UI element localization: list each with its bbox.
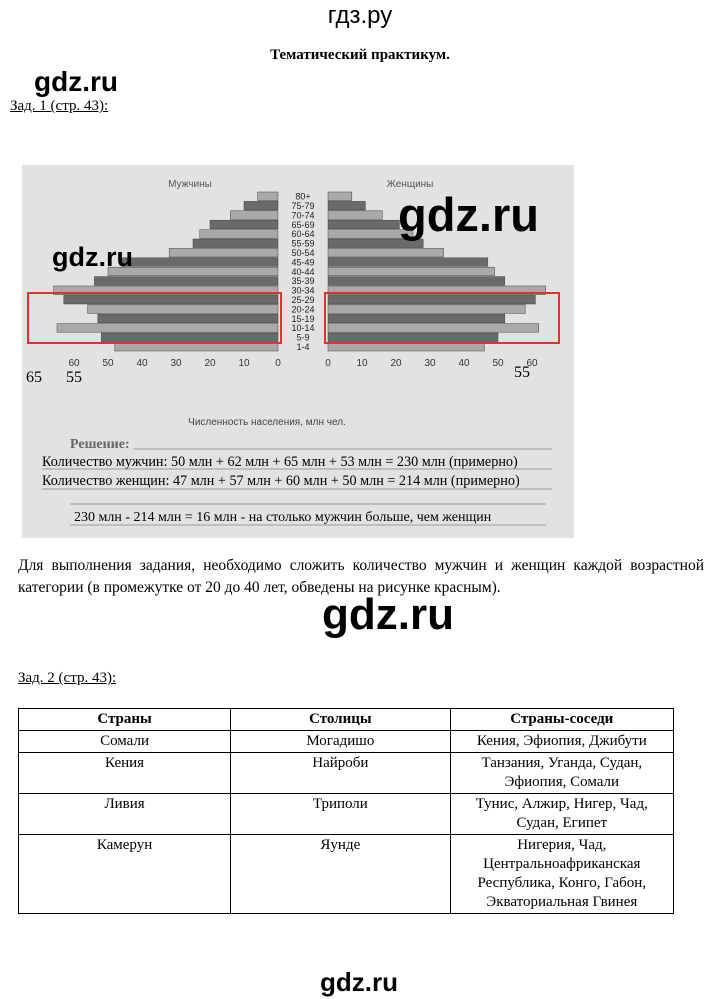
- bar-men-25-29: [64, 295, 278, 304]
- cell-capital: Яунде: [231, 835, 451, 914]
- age-label-50-54: 50-54: [291, 248, 315, 258]
- watermark-top: gdz.ru: [34, 66, 118, 97]
- header-countries: Страны: [19, 709, 231, 731]
- header-capitals: Столицы: [231, 709, 451, 731]
- population-pyramid-figure: [22, 165, 574, 538]
- bar-men-60-64: [200, 230, 278, 239]
- solution-label: Решение:: [70, 437, 130, 452]
- watermark-bottom: gdz.ru: [320, 967, 398, 997]
- page-title: Тематический практикум.: [270, 47, 450, 63]
- solution-women-line: Количество женщин: 47 млн + 57 млн + 60 млн + 50 млн = 214 млн (примерно): [42, 473, 520, 489]
- bar-men-35-39: [94, 277, 278, 286]
- age-label-1-4: 1-4: [296, 342, 310, 352]
- header-neighbors: Страны-соседи: [450, 709, 673, 731]
- cell-country: Ливия: [19, 794, 231, 835]
- bar-men-20-24: [88, 305, 278, 314]
- axis-label: Численность населения, млн чел.: [188, 417, 346, 428]
- tick-right-50: 50: [492, 357, 504, 369]
- tick-right-10: 10: [356, 357, 368, 369]
- women-label: Женщины: [386, 179, 434, 190]
- age-label-5-9: 5-9: [296, 332, 310, 343]
- age-label-60-64: 60-64: [291, 229, 315, 240]
- tick-right-30: 30: [424, 357, 436, 369]
- bar-women-65-69: [328, 220, 399, 229]
- cell-capital: Могадишо: [231, 731, 451, 753]
- cell-neighbors: Тунис, Алжир, Нигер, Чад, Судан, Египет: [450, 794, 673, 835]
- bar-women-10-14: [328, 324, 539, 333]
- age-label-45-49: 45-49: [291, 257, 315, 268]
- tick-left-50: 50: [102, 357, 114, 369]
- tick-left-20: 20: [204, 357, 216, 369]
- tick-left-60: 60: [68, 357, 80, 369]
- bar-women-25-29: [328, 295, 535, 304]
- age-label-15-19: 15-19: [291, 313, 315, 324]
- table-row: [19, 794, 674, 835]
- bar-women-50-54: [328, 248, 444, 257]
- age-label-75-79: 75-79: [291, 201, 315, 211]
- bar-men-65-69: [210, 220, 278, 229]
- cell-country: Камерун: [19, 835, 231, 914]
- age-label-30-34: 30-34: [291, 285, 315, 296]
- bar-men-5-9: [101, 333, 278, 342]
- tick-left-30: 30: [170, 357, 182, 369]
- age-label-20-24: 20-24: [291, 304, 315, 315]
- bar-women-15-19: [328, 314, 505, 323]
- bar-men-70-74: [230, 211, 278, 220]
- bar-men-80+: [258, 192, 278, 201]
- bar-women-40-44: [328, 267, 495, 276]
- bar-women-80+: [328, 192, 352, 201]
- task2-label: Зад. 2 (стр. 43):: [18, 670, 117, 686]
- table-row: [19, 753, 674, 794]
- bar-women-35-39: [328, 277, 505, 286]
- cell-country: Кения: [19, 753, 231, 794]
- watermark-chart-right: gdz.ru: [398, 188, 539, 241]
- age-label-80+: 80+: [295, 191, 311, 202]
- countries-table: [18, 708, 674, 914]
- bar-men-15-19: [98, 314, 278, 323]
- bar-women-45-49: [328, 258, 488, 267]
- age-label-35-39: 35-39: [291, 276, 315, 287]
- bar-women-75-79: [328, 201, 365, 210]
- cell-neighbors: Танзания, Уганда, Судан, Эфиопия, Сомали: [450, 753, 673, 794]
- age-label-10-14: 10-14: [291, 323, 315, 334]
- tick-right-20: 20: [390, 357, 402, 369]
- solution-diff-line: 230 млн - 214 млн = 16 млн - на столько мужчин больше, чем женщин: [74, 510, 492, 525]
- bar-women-70-74: [328, 211, 382, 220]
- task1-label: Зад. 1 (стр. 43):: [10, 98, 109, 114]
- cell-neighbors: Нигерия, Чад, Центральноафриканская Республика, Конго, Габон, Экваториальная Гвинея: [450, 835, 673, 914]
- cell-country: Сомали: [19, 731, 231, 753]
- handwritten-65: 65: [26, 369, 42, 386]
- bar-men-50-54: [169, 248, 278, 257]
- ticks-group: [68, 358, 538, 369]
- table-row: [19, 835, 674, 914]
- solution-men-line: Количество мужчин: 50 млн + 62 млн + 65 млн + 53 млн = 230 млн (примерно): [42, 454, 518, 470]
- bar-men-45-49: [122, 258, 278, 267]
- watermark-chart-left: gdz.ru: [52, 242, 133, 272]
- cell-capital: Найроби: [231, 753, 451, 794]
- men-label: Мужчины: [168, 179, 212, 190]
- tick-right-40: 40: [458, 357, 470, 369]
- age-label-25-29: 25-29: [291, 295, 315, 305]
- bar-men-75-79: [244, 201, 278, 210]
- tick-left-40: 40: [136, 357, 148, 369]
- tick-left-0: 0: [275, 357, 281, 369]
- handwritten-55-right: 55: [514, 364, 530, 381]
- bar-women-20-24: [328, 305, 525, 314]
- bar-women-5-9: [328, 333, 498, 342]
- age-label-70-74: 70-74: [291, 210, 315, 221]
- tick-left-10: 10: [238, 357, 250, 369]
- handwritten-55-left: 55: [66, 369, 82, 386]
- site-header: гдз.ру: [327, 2, 393, 29]
- table-header-row: [19, 709, 674, 731]
- age-label-55-59: 55-59: [291, 238, 315, 249]
- task1-explanation: Для выполнения задания, необходимо сложить количество мужчин и женщин каждой возрастной категории (в промежутке от 20 до 40 лет, обведены на рисунке красным).: [18, 557, 704, 596]
- tick-right-0: 0: [325, 357, 331, 369]
- cell-capital: Триполи: [231, 794, 451, 835]
- bar-men-40-44: [108, 267, 278, 276]
- age-label-65-69: 65-69: [291, 219, 315, 230]
- bar-men-10-14: [57, 324, 278, 333]
- age-label-40-44: 40-44: [291, 266, 315, 277]
- cell-neighbors: Кения, Эфиопия, Джибути: [450, 731, 673, 753]
- bar-men-55-59: [193, 239, 278, 248]
- tick-right-60: 60: [526, 357, 538, 369]
- table-row: [19, 731, 674, 753]
- watermark-middle: gdz.ru: [322, 590, 454, 639]
